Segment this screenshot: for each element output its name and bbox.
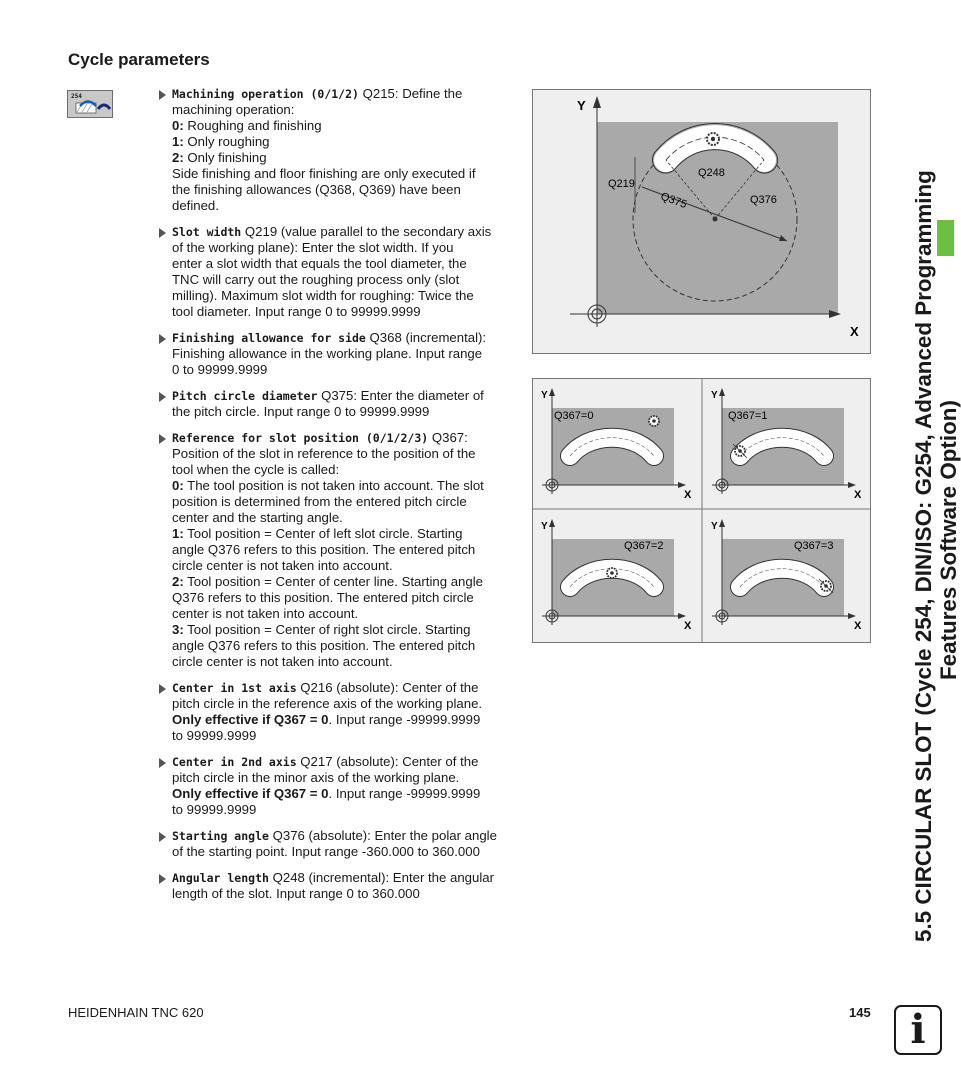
param-starting-angle: Starting angle Q376 (absolute): Enter the polar angle of the starting point. Input range -360.000 to 360.000 xyxy=(158,828,514,860)
param-keyword: Reference for slot position (0/1/2/3) xyxy=(172,431,429,445)
bullet-arrow-icon xyxy=(159,758,166,768)
y-axis-label: Y xyxy=(541,521,548,532)
slot-glyph-icon xyxy=(68,91,112,117)
bullet-arrow-icon xyxy=(159,832,166,842)
param-keyword: Starting angle xyxy=(172,829,269,843)
main-slot-diagram xyxy=(532,89,871,354)
param-keyword: Center in 1st axis xyxy=(172,681,297,695)
tool-gear-icon xyxy=(707,133,719,145)
param-pitch-circle-diameter: Pitch circle diameter Q375: Enter the diameter of the pitch circle. Input range 0 to 99999.9999 xyxy=(158,388,514,420)
footer-product: HEIDENHAIN TNC 620 xyxy=(68,1005,204,1020)
param-keyword: Center in 2nd axis xyxy=(172,755,297,769)
svg-text:Q248: Q248 xyxy=(698,167,725,179)
svg-text:Q376: Q376 xyxy=(750,194,777,206)
param-center-2nd-axis: Center in 2nd axis Q217 (absolute): Center of the pitch circle in the minor axis of the working plane. Only effective if Q367 = 0. Input range -99999.9999 to 99999.9999 xyxy=(158,754,514,818)
svg-text:X: X xyxy=(850,324,859,339)
bullet-arrow-icon xyxy=(159,434,166,444)
bullet-arrow-icon xyxy=(159,392,166,402)
param-reference-slot-position: Reference for slot position (0/1/2/3) Q367: Position of the slot in reference to the position of the tool when the cycle is called: 0: The tool position is not taken into account. The slot position is determined from the entered pitch circle center and the starting angle. 1: Tool position = Center of left slot circle. Starting angle Q376 refers to this position. The entered pitch circle center is not taken into account. 2: Tool position = Center of center line. Starting angle Q376 refers to this position. The entered pitch circle center is not taken into account. 3: Tool position = Center of right slot circle. Starting angle Q376 refers to this position. The entered pitch circle center is not taken into account. xyxy=(158,430,514,670)
parameter-list xyxy=(158,86,514,912)
tool-gear-icon xyxy=(649,416,659,426)
softkey-label: 254 xyxy=(71,93,82,100)
bullet-arrow-icon xyxy=(159,874,166,884)
bullet-arrow-icon xyxy=(159,334,166,344)
y-axis-label: Y xyxy=(711,521,718,532)
param-finishing-allowance-side: Finishing allowance for side Q368 (incremental): Finishing allowance in the working plane. Input range 0 to 99999.9999 xyxy=(158,330,514,378)
info-icon: i xyxy=(894,1005,942,1055)
param-keyword: Machining operation (0/1/2) xyxy=(172,87,359,101)
bullet-arrow-icon xyxy=(159,684,166,694)
param-keyword: Slot width xyxy=(172,225,242,239)
param-machining-operation: Machining operation (0/1/2) Q215: Define the machining operation: 0: Roughing and finishing 1: Only roughing 2: Only finishing Side finishing and floor finishing are only executed if the finishing allowances (Q368, Q369) have been defined. xyxy=(158,86,514,214)
param-angular-length: Angular length Q248 (incremental): Enter the angular length of the slot. Input range 0 to 360.000 xyxy=(158,870,514,902)
svg-text:Q375: Q375 xyxy=(658,190,689,212)
tool-gear-icon xyxy=(607,568,617,578)
chapter-heading: 5.5 CIRCULAR SLOT (Cycle 254, DIN/ISO: G254, Advanced Programming Features Software Option) xyxy=(911,170,961,942)
x-axis-label: X xyxy=(684,620,692,632)
param-center-1st-axis: Center in 1st axis Q216 (absolute): Center of the pitch circle in the reference axis of the working plane. Only effective if Q367 = 0. Input range -99999.9999 to 99999.9999 xyxy=(158,680,514,744)
cycle-254-softkey-icon xyxy=(67,90,113,118)
bullet-arrow-icon xyxy=(159,228,166,238)
q367-label: Q367=2 xyxy=(624,540,664,552)
param-keyword: Pitch circle diameter xyxy=(172,389,318,403)
x-axis-label: X xyxy=(684,489,692,501)
section-title: Cycle parameters xyxy=(68,50,210,69)
q367-label: Q367=1 xyxy=(728,410,768,422)
small-figures-grid xyxy=(532,378,871,643)
param-keyword: Finishing allowance for side xyxy=(172,331,366,345)
svg-text:Q219: Q219 xyxy=(608,178,635,190)
bullet-arrow-icon xyxy=(159,90,166,100)
y-axis-label: Y xyxy=(711,390,718,401)
y-axis-label: Y xyxy=(541,390,548,401)
param-slot-width: Slot width Q219 (value parallel to the secondary axis of the working plane): Enter the slot width. If you enter a slot width that equals the tool diameter, the TNC will carry out the roughing process only (slot milling). Maximum slot width for roughing: Twice the tool diameter. Input range 0 to 99999.9999 xyxy=(158,224,514,320)
x-axis-label: X xyxy=(854,489,862,501)
x-axis-label: X xyxy=(854,620,862,632)
svg-text:Y: Y xyxy=(577,98,586,113)
q367-label: Q367=3 xyxy=(794,540,834,552)
page-number: 145 xyxy=(849,1005,871,1020)
q367-label: Q367=0 xyxy=(554,410,594,422)
param-keyword: Angular length xyxy=(172,871,269,885)
